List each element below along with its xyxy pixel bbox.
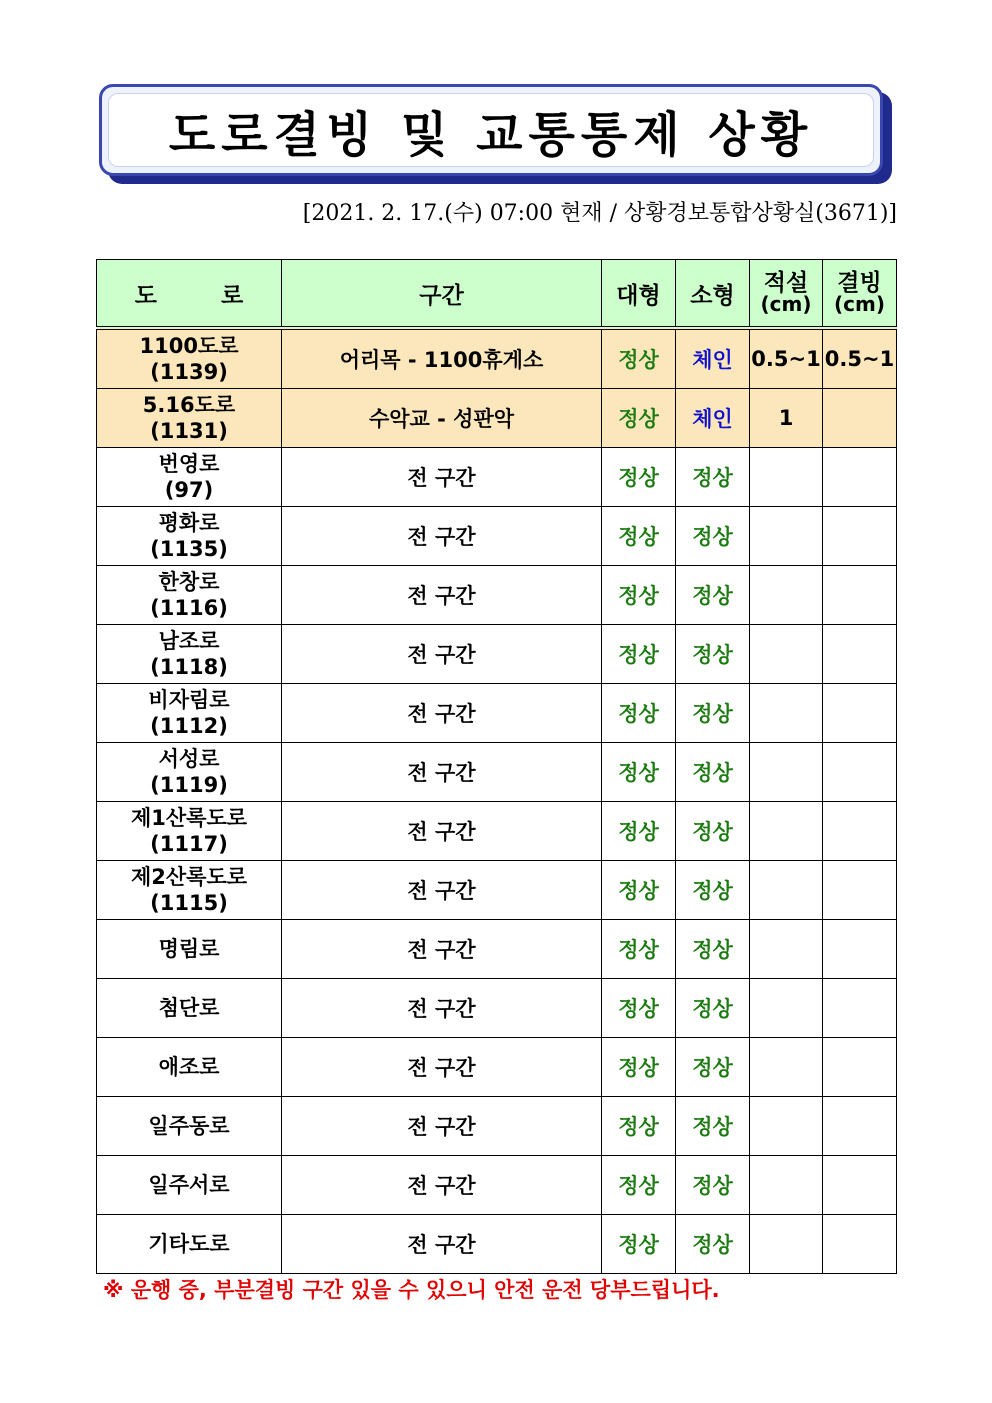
road-code: (1131) (150, 419, 228, 443)
road-name: 비자림로 (148, 688, 230, 712)
ice-depth-cell (823, 1038, 897, 1097)
header-large-vehicle: 대형 (602, 260, 676, 329)
table-row (97, 507, 897, 566)
section-cell: 전 구간 (282, 566, 602, 625)
road-name-cell (97, 1215, 282, 1274)
small-vehicle-cell: 정상 (676, 448, 750, 507)
ice-depth-cell (823, 507, 897, 566)
small-vehicle-cell: 정상 (676, 684, 750, 743)
snow-depth-cell (750, 802, 823, 861)
road-name-cell (97, 389, 282, 448)
large-vehicle-cell: 정상 (602, 328, 676, 389)
table-row (97, 566, 897, 625)
section-cell: 전 구간 (282, 1038, 602, 1097)
table-row (97, 979, 897, 1038)
section-cell: 전 구간 (282, 507, 602, 566)
ice-depth-cell (823, 625, 897, 684)
large-vehicle-cell: 정상 (602, 1156, 676, 1215)
small-vehicle-cell: 정상 (676, 1215, 750, 1274)
road-name: 애조로 (158, 1055, 220, 1079)
road-name: 평화로 (158, 511, 220, 535)
road-name-cell (97, 802, 282, 861)
road-name-cell (97, 979, 282, 1038)
road-name-cell (97, 625, 282, 684)
table-row (97, 920, 897, 979)
page-title: 도로결빙 및 교통통제 상황 (168, 106, 814, 163)
section-cell: 어리목 - 1100휴게소 (282, 328, 602, 389)
ice-depth-cell (823, 743, 897, 802)
road-code: (1117) (150, 832, 228, 856)
road-name-cell (97, 684, 282, 743)
ice-depth-cell (823, 861, 897, 920)
road-name-cell (97, 861, 282, 920)
snow-depth-cell: 0.5~1 (750, 328, 823, 389)
large-vehicle-cell: 정상 (602, 566, 676, 625)
snow-depth-cell (750, 566, 823, 625)
snow-depth-cell (750, 507, 823, 566)
road-name: 서성로 (158, 747, 220, 771)
snow-depth-cell (750, 684, 823, 743)
header-snow-depth: 적설 (cm) (750, 260, 823, 329)
large-vehicle-cell: 정상 (602, 802, 676, 861)
ice-depth-cell (823, 448, 897, 507)
large-vehicle-cell: 정상 (602, 1215, 676, 1274)
snow-depth-cell (750, 448, 823, 507)
table-row (97, 625, 897, 684)
ice-depth-cell (823, 802, 897, 861)
table-row (97, 328, 897, 389)
large-vehicle-cell: 정상 (602, 684, 676, 743)
large-vehicle-cell: 정상 (602, 920, 676, 979)
road-name: 번영로 (158, 452, 220, 476)
table-header-row (97, 260, 897, 329)
header-ice-depth: 결빙 (cm) (823, 260, 897, 329)
ice-depth-cell (823, 920, 897, 979)
road-name-cell (97, 566, 282, 625)
small-vehicle-cell: 정상 (676, 920, 750, 979)
table-row (97, 684, 897, 743)
ice-depth-cell (823, 684, 897, 743)
small-vehicle-cell: 정상 (676, 1038, 750, 1097)
small-vehicle-cell: 정상 (676, 507, 750, 566)
section-cell: 전 구간 (282, 1156, 602, 1215)
road-name: 첨단로 (158, 996, 220, 1020)
small-vehicle-cell: 정상 (676, 861, 750, 920)
section-cell: 전 구간 (282, 920, 602, 979)
snow-depth-cell (750, 1156, 823, 1215)
road-name: 기타도로 (148, 1232, 230, 1256)
road-name-cell (97, 1097, 282, 1156)
safety-notice: ※ 운행 중, 부분결빙 구간 있을 수 있으니 안전 운전 당부드립니다. (103, 1278, 720, 1302)
table-row (97, 861, 897, 920)
snow-depth-cell (750, 1038, 823, 1097)
large-vehicle-cell: 정상 (602, 861, 676, 920)
road-name: 1100도로 (139, 334, 239, 358)
road-name: 일주서로 (148, 1173, 230, 1197)
road-code: (1112) (150, 714, 228, 738)
snow-depth-cell (750, 861, 823, 920)
road-code: (1118) (150, 655, 228, 679)
large-vehicle-cell: 정상 (602, 743, 676, 802)
section-cell: 전 구간 (282, 448, 602, 507)
small-vehicle-cell: 정상 (676, 566, 750, 625)
small-vehicle-cell: 정상 (676, 625, 750, 684)
road-name-cell (97, 1156, 282, 1215)
header-section: 구간 (282, 260, 602, 329)
road-name: 명림로 (158, 937, 220, 961)
road-code: (1116) (150, 596, 228, 620)
road-name: 제2산록도로 (130, 865, 248, 889)
ice-depth-cell: 0.5~1 (823, 328, 897, 389)
large-vehicle-cell: 정상 (602, 507, 676, 566)
section-cell: 전 구간 (282, 802, 602, 861)
small-vehicle-cell: 정상 (676, 743, 750, 802)
road-code: (1119) (150, 773, 228, 797)
table-row (97, 743, 897, 802)
header-small-vehicle: 소형 (676, 260, 750, 329)
ice-depth-cell (823, 979, 897, 1038)
large-vehicle-cell: 정상 (602, 979, 676, 1038)
small-vehicle-cell: 정상 (676, 802, 750, 861)
report-timestamp: [2021. 2. 17.(수) 07:00 현재 / 상황경보통합상황실(3671)] (302, 201, 897, 226)
ice-depth-cell (823, 1215, 897, 1274)
snow-depth-cell (750, 1097, 823, 1156)
snow-depth-cell (750, 1215, 823, 1274)
ice-depth-cell (823, 389, 897, 448)
small-vehicle-cell: 정상 (676, 1156, 750, 1215)
snow-depth-cell: 1 (750, 389, 823, 448)
small-vehicle-cell: 정상 (676, 979, 750, 1038)
road-name: 5.16도로 (142, 393, 236, 417)
table-row (97, 389, 897, 448)
large-vehicle-cell: 정상 (602, 625, 676, 684)
road-name-cell (97, 328, 282, 389)
road-name: 제1산록도로 (130, 806, 248, 830)
section-cell: 전 구간 (282, 861, 602, 920)
header-road: 도 로 (97, 260, 282, 329)
section-cell: 전 구간 (282, 1215, 602, 1274)
section-cell: 수악교 - 성판악 (282, 389, 602, 448)
ice-depth-cell (823, 1156, 897, 1215)
section-cell: 전 구간 (282, 684, 602, 743)
small-vehicle-cell: 체인 (676, 328, 750, 389)
road-name-cell (97, 507, 282, 566)
table-row (97, 1156, 897, 1215)
large-vehicle-cell: 정상 (602, 1097, 676, 1156)
section-cell: 전 구간 (282, 743, 602, 802)
road-code: (1135) (150, 537, 228, 561)
snow-depth-cell (750, 625, 823, 684)
road-name: 한창로 (158, 570, 220, 594)
road-code: (1115) (150, 891, 228, 915)
road-name-cell (97, 448, 282, 507)
ice-depth-cell (823, 566, 897, 625)
snow-depth-cell (750, 743, 823, 802)
section-cell: 전 구간 (282, 625, 602, 684)
road-code: (97) (164, 478, 214, 502)
small-vehicle-cell: 체인 (676, 389, 750, 448)
road-name-cell (97, 920, 282, 979)
road-name-cell (97, 743, 282, 802)
snow-depth-cell (750, 979, 823, 1038)
section-cell: 전 구간 (282, 1097, 602, 1156)
ice-depth-cell (823, 1097, 897, 1156)
road-name-cell (97, 1038, 282, 1097)
large-vehicle-cell: 정상 (602, 448, 676, 507)
large-vehicle-cell: 정상 (602, 1038, 676, 1097)
snow-depth-cell (750, 920, 823, 979)
table-row (97, 1097, 897, 1156)
large-vehicle-cell: 정상 (602, 389, 676, 448)
table-row (97, 448, 897, 507)
road-status-table (96, 259, 897, 1274)
section-cell: 전 구간 (282, 979, 602, 1038)
table-row (97, 1038, 897, 1097)
table-row (97, 1215, 897, 1274)
road-name: 일주동로 (148, 1114, 230, 1138)
road-code: (1139) (150, 360, 228, 384)
title-box (99, 84, 883, 176)
small-vehicle-cell: 정상 (676, 1097, 750, 1156)
table-row (97, 802, 897, 861)
road-name: 남조로 (158, 629, 220, 653)
